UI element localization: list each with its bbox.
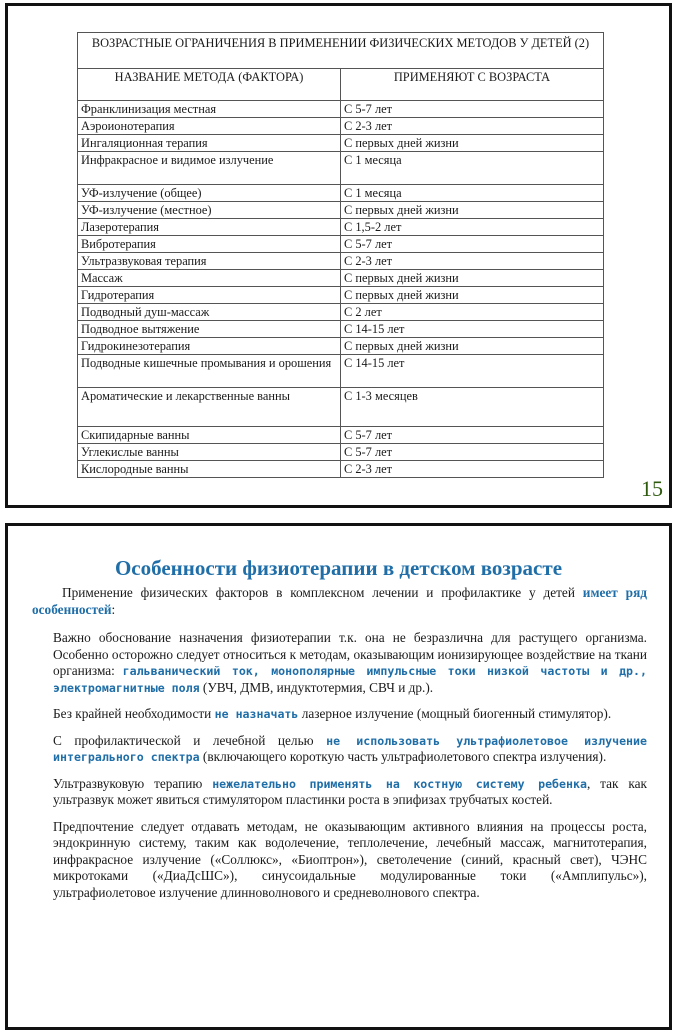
text-run: Ультразвуковую терапию [53,775,213,791]
method-cell: Аэроионотерапия [78,118,341,135]
age-cell: С 1,5-2 лет [341,219,604,236]
intro-paragraph [32,585,647,618]
table-row [78,461,604,478]
text-run: лазерное излучение (мощный биогенный стимулятор). [298,706,612,721]
age-cell: С 14-15 лет [341,321,604,338]
method-cell: УФ-излучение (местное) [78,202,341,219]
table-row [78,444,604,461]
text-run: (включающего короткую часть ультрафиолетового спектра излучения). [199,749,607,764]
age-cell: С первых дней жизни [341,287,604,304]
table-row [78,219,604,236]
age-cell: С 14-15 лет [341,355,604,388]
method-cell: Ароматические и лекарственные ванны [78,388,341,427]
age-cell: С первых дней жизни [341,135,604,152]
highlight-run: нежелательно применять на костную систему ребенка [212,776,587,791]
method-cell: Ультразвуковая терапия [78,253,341,270]
age-cell: С 1 месяца [341,152,604,185]
table-row [78,321,604,338]
table-row [78,185,604,202]
method-cell: Скипидарные ванны [78,427,341,444]
table-row [78,388,604,427]
text-run: С профилактической и лечебной целью [53,732,327,748]
table-row [78,152,604,185]
table-title: ВОЗРАСТНЫЕ ОГРАНИЧЕНИЯ В ПРИМЕНЕНИИ ФИЗИЧЕСКИХ МЕТОДОВ У ДЕТЕЙ (2) [78,33,604,69]
method-cell: Гидрокинезотерапия [78,338,341,355]
age-cell: С первых дней жизни [341,338,604,355]
body-text [53,630,647,911]
table-row [78,287,604,304]
table-row [78,270,604,287]
age-restrictions-table [77,32,604,478]
paragraph-ionizing [53,630,647,696]
text-run: Без крайней необходимости [53,706,215,721]
slide-physiotherapy-features [5,523,672,1030]
age-cell: С 5-7 лет [341,101,604,118]
text-run: Важно обоснование назначения физиотерапии т.к. она не безразлична для растущего организма. Особенно осторожно следует относиться к методам, оказывающим ионизирующее воздействие на ткани организма: [53,630,647,678]
table-row [78,118,604,135]
age-cell: С 2-3 лет [341,118,604,135]
method-cell: Ингаляционная терапия [78,135,341,152]
table-row [78,355,604,388]
highlight-run: не использовать ультрафиолетовое излучение интегрального спектра [53,733,647,764]
table-row [78,202,604,219]
age-cell: С 1 месяца [341,185,604,202]
table-row [78,304,604,321]
method-cell: Углекислые ванны [78,444,341,461]
age-cell: С 2-3 лет [341,461,604,478]
paragraph-uv [53,733,647,766]
table-row [78,236,604,253]
slide-title: Особенности физиотерапии в детском возрасте [114,556,563,580]
age-cell: С 2 лет [341,304,604,321]
method-cell: Инфракрасное и видимое излучение [78,152,341,185]
age-cell: С 5-7 лет [341,427,604,444]
intro-highlight: имеет ряд особенностей [32,585,647,617]
age-cell: С 1-3 месяцев [341,388,604,427]
method-cell: Франклинизация местная [78,101,341,118]
paragraph-preferred-methods: Предпочтение следует отдавать методам, не оказывающим активного влияния на процессы роста, эндокринную систему, таким как водолечение, теплолечение, лечебный массаж, магнитотерапия, инфракрасное излучение («Соллюкс», «Биоптрон»), светолечение (синий, красный свет), ЧЭНС микротоками («ДиаДсШС»), синусоидальные модулированные токи («Амплипульс»), ультрафиолетовое излучение длинноволнового и средневолнового спектра. [53,818,647,900]
column-header-method: НАЗВАНИЕ МЕТОДА (ФАКТОРА) [78,69,341,101]
age-cell: С 5-7 лет [341,444,604,461]
method-cell: Кислородные ванны [78,461,341,478]
method-cell: Подводные кишечные промывания и орошения [78,355,341,388]
table-row [78,427,604,444]
paragraph-ultrasound [53,776,647,809]
text-run: (УВЧ, ДМВ, индуктотермия, СВЧ и др.). [199,679,434,695]
age-cell: С 2-3 лет [341,253,604,270]
method-cell: Гидротерапия [78,287,341,304]
age-cell: С первых дней жизни [341,202,604,219]
method-cell: Подводное вытяжение [78,321,341,338]
column-header-age: ПРИМЕНЯЮТ С ВОЗРАСТА [341,69,604,101]
intro-end: : [111,601,116,617]
age-cell: С первых дней жизни [341,270,604,287]
method-cell: Подводный душ-массаж [78,304,341,321]
text-run: , так как ультразвук может явиться стимулятором пластинки роста в эпифизах трубчатых костей. [53,775,647,807]
table-row [78,135,604,152]
paragraph-laser [53,706,647,723]
slide-age-restrictions [5,3,672,508]
table-row [78,253,604,270]
method-cell: Массаж [78,270,341,287]
method-cell: Вибротерапия [78,236,341,253]
highlight-run: гальванический ток, монополярные импульсные токи низкой частоты и др., электромагнитные поля [53,664,647,695]
age-cell: С 5-7 лет [341,236,604,253]
method-cell: Лазеротерапия [78,219,341,236]
table-row [78,338,604,355]
page-number: 15 [641,476,663,501]
highlight-run: не назначать [214,707,299,721]
method-cell: УФ-излучение (общее) [78,185,341,202]
table-row [78,101,604,118]
intro-text: Применение физических факторов в комплексном лечении и профилактике у детей [62,585,583,600]
